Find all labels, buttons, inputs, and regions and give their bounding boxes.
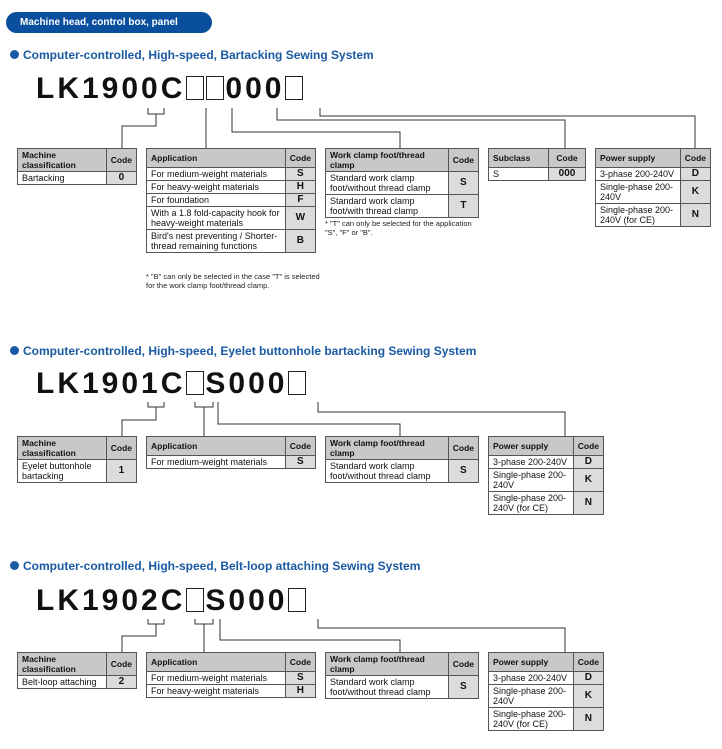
clamp-table-3: Work clamp foot/thread clamp Code Standard work clamp foot/without thread clamp S xyxy=(325,652,479,699)
clamp-table-2: Work clamp foot/thread clamp Code Standard work clamp foot/without thread clamp S xyxy=(325,436,479,483)
application-table-2: Application Code For medium-weight materials S xyxy=(146,436,316,469)
header-title: Machine head, control box, panel xyxy=(6,12,212,33)
table-row: With a 1.8 fold-capacity hook for heavy-weight materials W xyxy=(147,207,316,230)
subclass-table-1: Subclass Code S 000 xyxy=(488,148,586,181)
application-note: * "B" can only be selected in the case "T" is selected for the work clamp foot/thread clamp. xyxy=(146,272,320,290)
section-title-2: Computer-controlled, High-speed, Eyelet buttonhole bartacking Sewing System xyxy=(10,344,476,358)
model-number-1: LK1900C 000 xyxy=(36,72,304,106)
table-row: For foundation F xyxy=(147,194,316,207)
table-row: Single-phase 200-240V K xyxy=(596,181,711,204)
table-row: Single-phase 200-240V K xyxy=(489,685,604,708)
power-table-3: Power supply Code 3-phase 200-240V D Single-phase 200-240V K Single-phase 200-240V (for CE) N xyxy=(488,652,604,731)
power-table-2: Power supply Code 3-phase 200-240V D Single-phase 200-240V K Single-phase 200-240V (for CE) N xyxy=(488,436,604,515)
table-row: Single-phase 200-240V K xyxy=(489,469,604,492)
machine-classification-table-3: Machine classification Code Belt-loop attaching 2 xyxy=(17,652,137,689)
table-row: Single-phase 200-240V (for CE) N xyxy=(596,204,711,227)
application-table-3: Application Code For medium-weight materials S For heavy-weight materials H xyxy=(146,652,316,698)
table-row: Eyelet buttonhole bartacking 1 xyxy=(18,460,137,483)
clamp-note: * "T" can only be selected for the application "S", "F" or "B". xyxy=(325,219,472,237)
table-row: 3-phase 200-240V D xyxy=(489,672,604,685)
section-title-1: Computer-controlled, High-speed, Bartacking Sewing System xyxy=(10,48,374,62)
table-row: Single-phase 200-240V (for CE) N xyxy=(489,708,604,731)
table-row: S 000 xyxy=(489,168,586,181)
application-table-1: Application Code For medium-weight materials S For heavy-weight materials H For foundation F With a 1.8 fold-capacity hook for heavy-weight materials W Bird's nest preventing / Shorter-thread remaining functions B xyxy=(146,148,316,253)
table-row: Standard work clamp foot/with thread clamp T xyxy=(326,195,479,218)
clamp-table-1: Work clamp foot/thread clamp Code Standard work clamp foot/without thread clamp S Standard work clamp foot/with thread clamp T xyxy=(325,148,479,218)
section-title-3: Computer-controlled, High-speed, Belt-loop attaching Sewing System xyxy=(10,559,420,573)
table-row: Standard work clamp foot/without thread clamp S xyxy=(326,172,479,195)
model-number-2: LK1901C S000 xyxy=(36,367,307,401)
machine-classification-table-1: Machine classification Code Bartacking 0 xyxy=(17,148,137,185)
table-row: Belt-loop attaching 2 xyxy=(18,676,137,689)
table-row: For medium-weight materials S xyxy=(147,168,316,181)
table-row: Standard work clamp foot/without thread clamp S xyxy=(326,460,479,483)
table-row: 3-phase 200-240V D xyxy=(596,168,711,181)
table-row: For medium-weight materials S xyxy=(147,456,316,469)
table-row: For heavy-weight materials H xyxy=(147,181,316,194)
model-number-3: LK1902C S000 xyxy=(36,584,307,618)
table-row: Bird's nest preventing / Shorter-thread remaining functions B xyxy=(147,230,316,253)
table-row: For heavy-weight materials H xyxy=(147,685,316,698)
table-row: Single-phase 200-240V (for CE) N xyxy=(489,492,604,515)
table-row: Bartacking 0 xyxy=(18,172,137,185)
power-table-1: Power supply Code 3-phase 200-240V D Single-phase 200-240V K Single-phase 200-240V (for CE) N xyxy=(595,148,711,227)
table-row: Standard work clamp foot/without thread clamp S xyxy=(326,676,479,699)
table-row: 3-phase 200-240V D xyxy=(489,456,604,469)
table-row: For medium-weight materials S xyxy=(147,672,316,685)
machine-classification-table-2: Machine classification Code Eyelet buttonhole bartacking 1 xyxy=(17,436,137,483)
